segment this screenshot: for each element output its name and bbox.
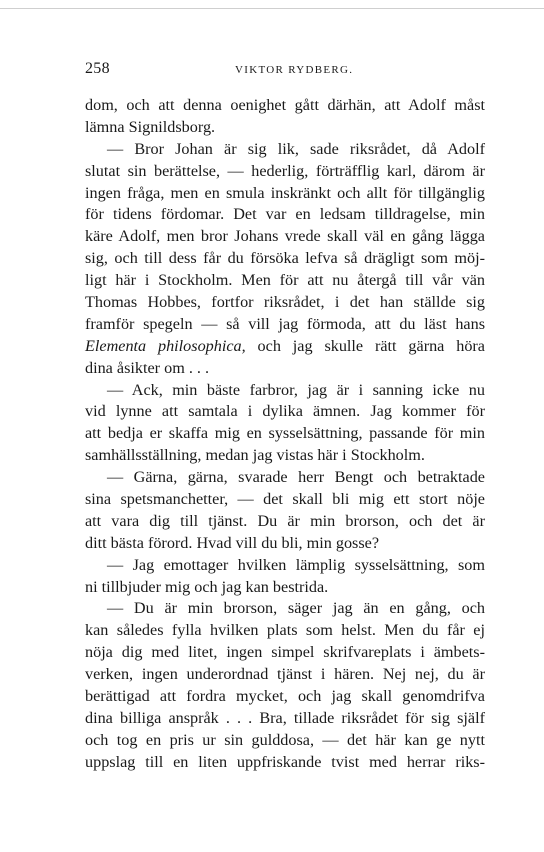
text-line: ni tillbjuder mig och jag kan bestrida.: [85, 577, 329, 596]
body-text: [85, 95, 485, 774]
text-line: dom, och att denna oenighet gått därhän, att Adolf måst: [85, 96, 485, 114]
text-line: uppslag till en liten uppfriskande tvist med herrar riks-: [85, 752, 485, 771]
page-header: [85, 60, 485, 80]
text-line: ingen fråga, men en smula inskränkt och allt för tillgänglig: [85, 183, 485, 202]
text-line: framför spegeln — så vill jag förmoda, att du läst hans: [85, 314, 485, 333]
page-number: 258: [85, 60, 110, 77]
text-line: — Ack, min bäste farbror, jag är i sanning icke nu: [107, 380, 485, 399]
text-line: vid lynne att samtala i dylika ämnen. Jag kommer för: [85, 402, 485, 421]
book-title-italic: Elementa philosophica,: [85, 336, 246, 355]
text-line: för tidens fördomar. Det var en ledsam tilldragelse, min: [85, 205, 485, 224]
text-line: slutat sin berättelse, — hederlig, förträfflig karl, därom är: [85, 161, 485, 180]
text-line-rest: och jag skulle rätt gärna höra: [245, 336, 485, 355]
text-line: Thomas Hobbes, fortfor riksrådet, i det han ställde sig: [85, 293, 485, 312]
text-line: dina billiga anspråk . . . Bra, tillade riksrådet för sig själf: [85, 708, 485, 727]
text-line: käre Adolf, men bror Johans vrede skall väl en gång lägga: [85, 227, 485, 246]
text-line: — Du är min brorson, säger jag än en gång, och: [107, 599, 485, 618]
text-line: samhällsställning, medan jag vistas här i Stockholm.: [85, 446, 425, 465]
text-line: ditt bästa förord. Hvad vill du bli, min gosse?: [85, 533, 380, 552]
text-line: och tog en pris ur sin gulddosa, — det här kan ge nytt: [85, 730, 485, 749]
scan-top-edge: [0, 8, 544, 9]
text-line: sig, och till dess får du försöka lefva så drägligt som möj-: [85, 249, 485, 268]
text-line: [85, 336, 485, 358]
text-line: att bedja er skaffa mig en sysselsättning, passande för min: [85, 424, 485, 443]
text-line: — Bror Johan är sig lik, sade riksrådet, då Adolf: [107, 139, 485, 158]
text-line: berättigad att fordra mycket, och jag skall genomdrifva: [85, 687, 485, 706]
text-line: sina spetsmanchetter, — det skall bli mig ett stort nöje: [85, 490, 485, 509]
text-line: ligt här i Stockholm. Men för att nu återgå till vår vän: [85, 271, 485, 290]
text-line: — Jag emottager hvilken lämplig sysselsättning, som: [107, 555, 485, 574]
text-line: dina åsikter om . . .: [85, 358, 210, 377]
text-line: nöja dig med litet, ingen simpel skrifvareplats i ämbets-: [85, 643, 485, 662]
text-line: verken, ingen underordnad tjänst i hären. Nej nej, du är: [85, 665, 485, 684]
text-line: lämna Signildsborg.: [85, 117, 216, 136]
text-line: — Gärna, gärna, svarade herr Bengt och betraktade: [107, 468, 485, 487]
text-line: kan således fylla hvilken plats som helst. Men du får ej: [85, 621, 485, 640]
running-head: VIKTOR RYDBERG.: [235, 64, 354, 76]
text-line: att vara dig till tjänst. Du är min brorson, och det är: [85, 511, 485, 530]
